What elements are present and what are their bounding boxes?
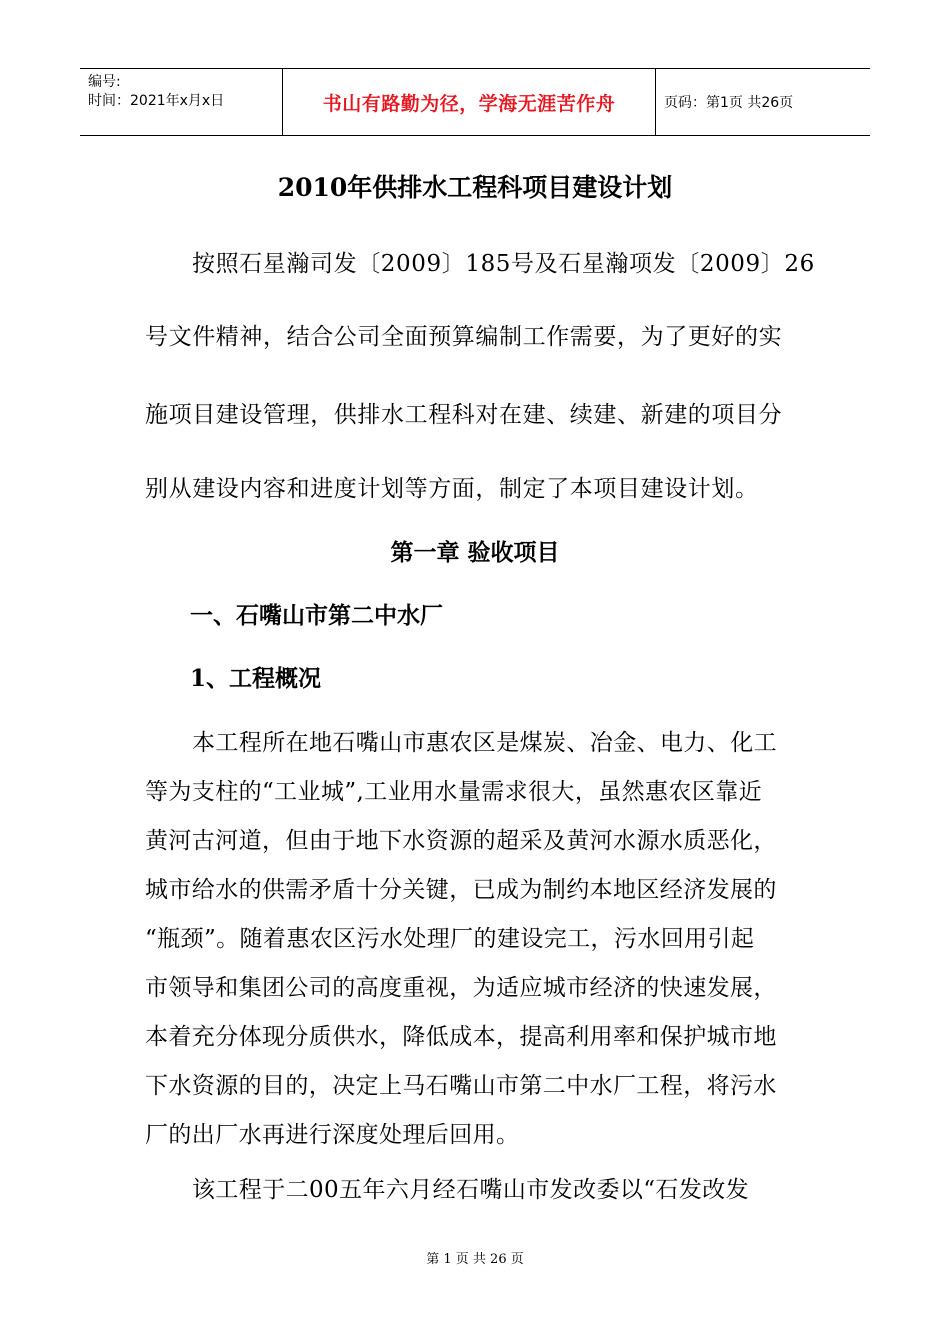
body-line: 黄河古河道，但由于地下水资源的超采及黄河水源水质恶化， <box>145 828 777 854</box>
intro-line: 按照石星瀚司发〔2009〕185号及石星瀚项发〔2009〕26 <box>192 251 815 277</box>
chapter-title: 第一章 验收项目 <box>390 539 560 566</box>
time-label: 时间：2021年x月x日 <box>88 93 225 109</box>
document-header <box>80 68 870 136</box>
header-page-code: 页码：第1页 共26页 <box>664 95 794 111</box>
body-line: “瓶颈”。随着惠农区污水处理厂的建设完工，污水回用引起 <box>145 926 755 952</box>
document-title: 2010年供排水工程科项目建设计划 <box>277 173 673 202</box>
intro-line: 号文件精神，结合公司全面预算编制工作需要，为了更好的实 <box>145 324 783 350</box>
body-line: 市领导和集团公司的高度重视，为适应城市经济的快速发展， <box>145 975 777 1001</box>
body-line: 下水资源的目的，决定上马石嘴山市第二中水厂工程，将污水 <box>145 1073 777 1099</box>
number-label: 编号: <box>88 74 121 90</box>
body-line: 厂的出厂水再进行深度处理后回用。 <box>145 1122 520 1148</box>
intro-line: 别从建设内容和进度计划等方面，制定了本项目建设计划。 <box>145 476 759 502</box>
page-footer: 第 1 页 共 26 页 <box>426 1252 524 1267</box>
body-line: 该工程于二00五年六月经石嘴山市发改委以“石发改发 <box>192 1177 750 1203</box>
header-motto: 书山有路勤为径，学海无涯苦作舟 <box>282 69 656 135</box>
subsection-title: 1、工程概况 <box>190 665 322 692</box>
header-meta <box>80 69 282 135</box>
intro-line: 施项目建设管理，供排水工程科对在建、续建、新建的项目分 <box>145 402 783 428</box>
section-title: 一、石嘴山市第二中水厂 <box>190 602 443 629</box>
body-line: 等为支柱的“工业城”,工业用水量需求很大，虽然惠农区靠近 <box>145 779 763 805</box>
body-line: 本工程所在地石嘴山市惠农区是煤炭、冶金、电力、化工 <box>192 730 777 756</box>
body-line: 城市给水的供需矛盾十分关键，已成为制约本地区经济发展的 <box>145 877 777 903</box>
body-line: 本着充分体现分质供水，降低成本，提高利用率和保护城市地 <box>145 1024 777 1050</box>
